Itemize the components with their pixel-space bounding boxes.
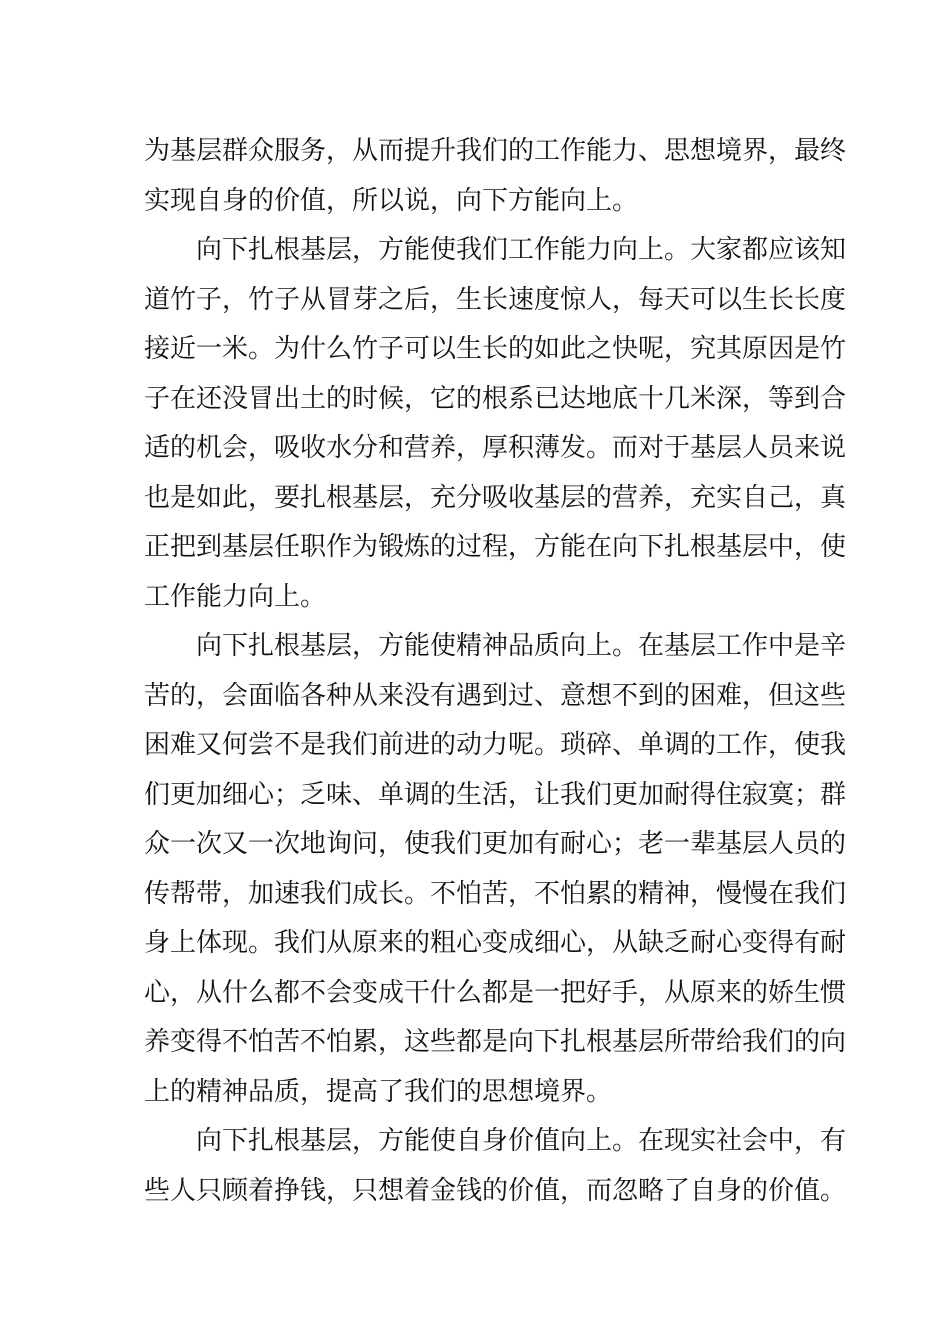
text-line: 养变得不怕苦不怕累，这些都是向下扎根基层所带给我们的向 xyxy=(144,1027,847,1057)
text-line: 实现自身的价值，所以说，向下方能向上。 xyxy=(144,186,639,216)
text-line: 些人只顾着挣钱，只想着金钱的价值，而忽略了自身的价值。 xyxy=(144,1176,847,1206)
text-line: 工作能力向上。 xyxy=(144,582,327,612)
text-line: 正把到基层任职作为锻炼的过程，方能在向下扎根基层中，使 xyxy=(144,532,847,562)
text-line: 众一次又一次地询问，使我们更加有耐心；老一辈基层人员的 xyxy=(144,829,847,859)
paragraph-first-line: 向下扎根基层，方能使精神品质向上。在基层工作中是辛 xyxy=(196,631,847,661)
paragraph-first-line: 向下扎根基层，方能使我们工作能力向上。大家都应该知 xyxy=(196,235,847,265)
paragraph-first-line: 向下扎根基层，方能使自身价值向上。在现实社会中，有 xyxy=(196,1126,847,1156)
text-line: 传帮带，加速我们成长。不怕苦，不怕累的精神，慢慢在我们 xyxy=(144,879,847,909)
text-line: 身上体现。我们从原来的粗心变成细心，从缺乏耐心变得有耐 xyxy=(144,928,847,958)
text-line: 困难又何尝不是我们前进的动力呢。琐碎、单调的工作，使我 xyxy=(144,730,847,760)
text-line: 道竹子，竹子从冒芽之后，生长速度惊人，每天可以生长长度 xyxy=(144,285,847,315)
text-line: 为基层群众服务，从而提升我们的工作能力、思想境界，最终 xyxy=(144,136,847,166)
text-line: 接近一米。为什么竹子可以生长的如此之快呢，究其原因是竹 xyxy=(144,334,847,364)
text-line: 适的机会，吸收水分和营养，厚积薄发。而对于基层人员来说 xyxy=(144,433,847,463)
text-line: 子在还没冒出土的时候，它的根系已达地底十几米深，等到合 xyxy=(144,384,847,414)
text-line: 上的精神品质，提高了我们的思想境界。 xyxy=(144,1077,613,1107)
text-line: 也是如此，要扎根基层，充分吸收基层的营养，充实自己，真 xyxy=(144,483,847,513)
text-line: 心，从什么都不会变成干什么都是一把好手，从原来的娇生惯 xyxy=(144,978,847,1008)
text-line: 苦的，会面临各种从来没有遇到过、意想不到的困难，但这些 xyxy=(144,681,847,711)
text-line: 们更加细心；乏味、单调的生活，让我们更加耐得住寂寞；群 xyxy=(144,780,847,810)
